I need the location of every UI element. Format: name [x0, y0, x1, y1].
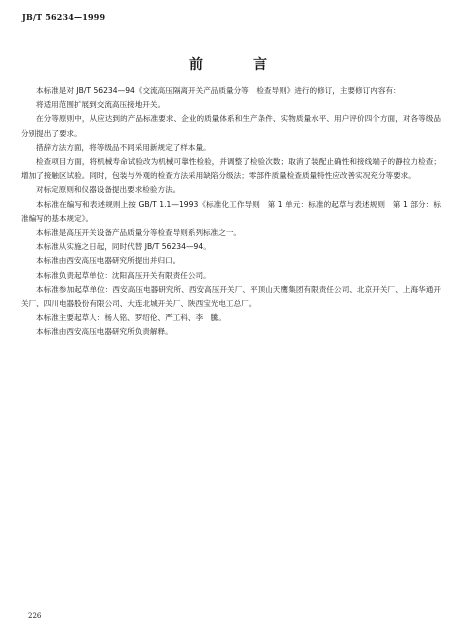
paragraph-11: 本标准负责起草单位：沈阳高压开关有限责任公司。: [36, 270, 211, 280]
paragraph-4: 措辞方法方面，将等级品不同采用新规定了样本量。: [36, 142, 211, 152]
paragraph-9: 本标准从实施之日起，同时代替 JB/T 56234—94。: [36, 242, 211, 252]
paragraph-5: 检查项目方面，将机械寿命试验改为机械可靠性检验，并调整了检验次数；取消了装配止确性和接线端子的静拉力检查；增加了接触区试验。同时，包装与外观的检查方法采用缺陷分级法；零部件质量检查质量特性应改善实况充分等要求。: [21, 157, 441, 181]
paragraph-3: 在分等原则中，从应达到的产品标准要求、企业的质量体系和生产条件、实物质量水平、用户评价四个方面，对各等级品分别提出了要求。: [21, 114, 441, 138]
paragraph-13: 本标准主要起草人：杨人铭、罗绍伦、严工科、李 騰。: [36, 313, 226, 323]
paragraph-2: 将适用范围扩展到交流高压接地开关。: [36, 100, 166, 110]
paragraph-6: 对标定原则和仪器设备提出要求检验方法。: [36, 185, 181, 195]
paragraph-7: 本标准在编写和表述规则上按 GB/T 1.1—1993《标准化工作导则 第 1 单元：标准的起草与表述规则 第 1 部分：标准编写的基本规定》。: [21, 199, 441, 223]
paragraph-12: 本标准参加起草单位：西安高压电器研究所、西安高压开关厂、平顶山天鹰集团有限责任公司、北京开关厂、上海华通开关厂、四川电器股份有限公司、大连北城开关厂、陕西宝光电工总厂。: [21, 284, 441, 309]
foreword-body: [21, 84, 441, 340]
page-title: 前 言: [189, 57, 285, 73]
page-number: 226: [28, 612, 42, 620]
paragraph-14: 本标准由西安高压电器研究所负责解释。: [36, 327, 173, 337]
standard-code: JB/T 56234—1999: [22, 12, 106, 22]
paragraph-8: 本标准是高压开关设备产品质量分等检查导则系列标准之一。: [36, 228, 242, 238]
paragraph-1: 本标准是对 JB/T 56234—94《交流高压隔离开关产品质量分等 检查导则》进行的修订，主要修订内容有：: [36, 86, 401, 95]
paragraph-10: 本标准由西安高压电器研究所提出并归口。: [36, 256, 181, 266]
